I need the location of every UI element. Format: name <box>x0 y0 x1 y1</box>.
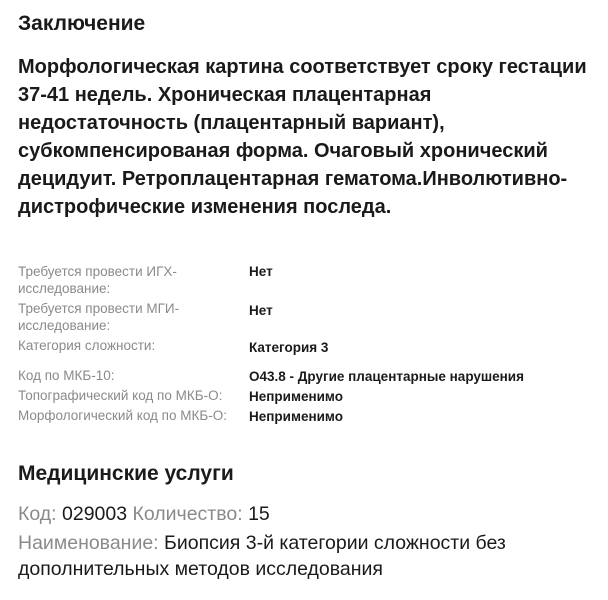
services-heading: Медицинские услуги <box>18 462 234 485</box>
field-value-icd10: O43.8 - Другие плацентарные нарушения <box>249 369 524 384</box>
service-code-row <box>18 501 598 527</box>
field-label-topographic-code: Топографический код по МКБ-О: <box>18 388 223 403</box>
service-name-value: Биопсия 3-й категории сложности без дополнительных методов исследования <box>18 532 506 580</box>
service-code-label: Код: <box>18 503 57 525</box>
field-value-morphologic-code: Неприменимо <box>249 409 343 424</box>
service-name-row <box>18 530 598 582</box>
service-code-value: 029003 <box>62 503 128 525</box>
conclusion-heading: Заключение <box>18 12 146 35</box>
conclusion-text: Морфологическая картина соответствует сроку гестации 37-41 недель. Хроническая плацентарная недостаточность (плацентарный вариант), субкомпенсированая форма. Очаговый хронический децидуит. Ретроплацентарная гематома.Инволютивно-дистрофические изменения последа. <box>18 56 587 218</box>
service-quantity-label: Количество: <box>132 503 243 525</box>
field-label-morphologic-code: Морфологический код по МКБ-О: <box>18 408 227 423</box>
service-name-label: Наименование: <box>18 532 159 554</box>
service-quantity-value: 15 <box>248 503 270 525</box>
field-value-mgi: Нет <box>249 303 273 318</box>
field-value-igh: Нет <box>249 264 273 279</box>
field-label-mgi: Требуется провести МГИ-исследование: <box>18 301 180 333</box>
field-label-complexity: Категория сложности: <box>18 338 156 353</box>
field-label-icd10: Код по МКБ-10: <box>18 368 115 383</box>
field-label-igh: Требуется провести ИГХ-исследование: <box>18 264 177 296</box>
field-value-complexity: Категория 3 <box>249 340 329 355</box>
field-value-topographic-code: Неприменимо <box>249 389 343 404</box>
